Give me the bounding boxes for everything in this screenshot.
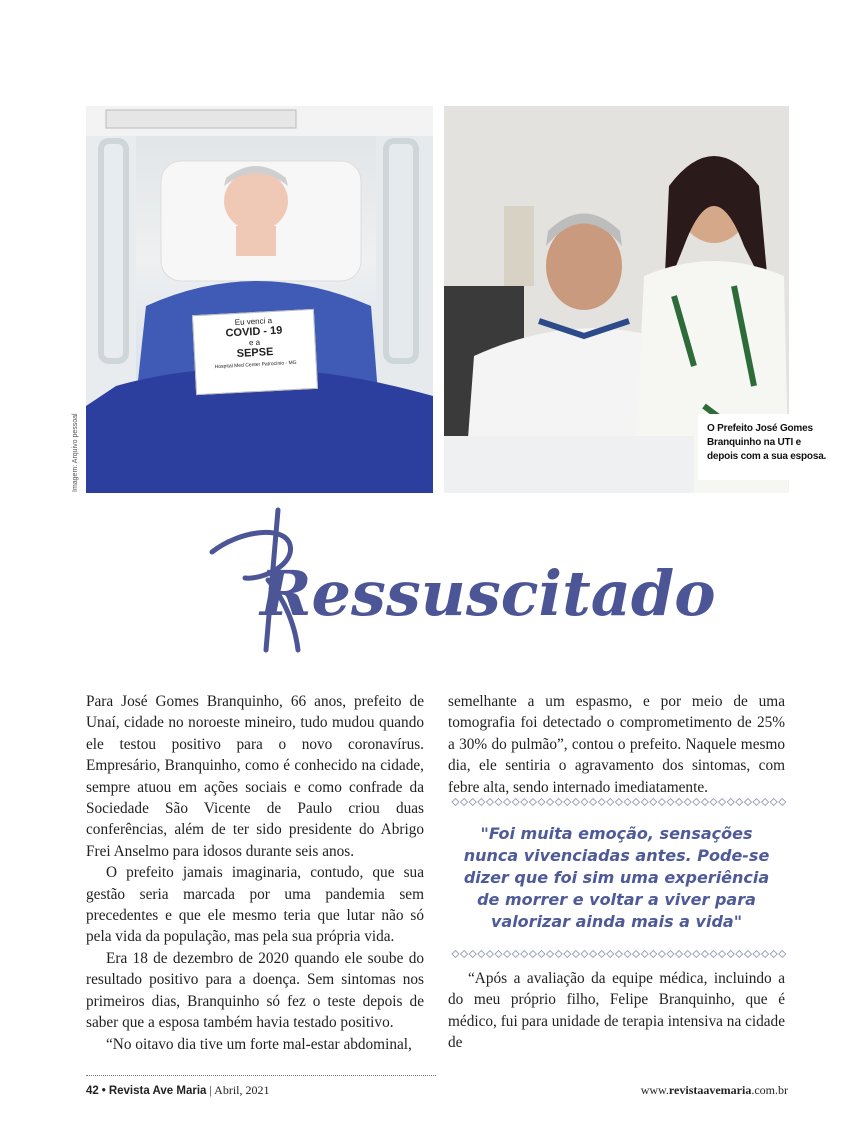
footer-url[interactable] <box>641 1083 788 1098</box>
diamond-ornament <box>684 951 691 958</box>
diamond-ornament <box>581 951 588 958</box>
title-text: Ressuscitado <box>260 557 716 630</box>
footer-bullet: • <box>101 1085 106 1097</box>
diamond-ornament <box>478 799 485 806</box>
diamond-ornament <box>564 951 571 958</box>
diamond-ornament <box>607 799 614 806</box>
diamond-ornament <box>693 799 700 806</box>
diamond-ornament <box>770 951 777 958</box>
diamond-ornament <box>469 951 476 958</box>
diamond-ornament <box>486 951 493 958</box>
photo-credit: Imagem: Arquivo pessoal <box>72 413 79 492</box>
hospital-scene-illustration <box>86 106 433 493</box>
diamond-ornament <box>590 951 597 958</box>
diamond-ornament <box>676 951 683 958</box>
diamond-ornament <box>633 951 640 958</box>
diamond-ornament <box>512 951 519 958</box>
diamond-ornament <box>607 951 614 958</box>
url-domain: revistaavemaria <box>668 1083 752 1097</box>
diamond-ornament <box>598 799 605 806</box>
diamond-ornament <box>486 799 493 806</box>
caption-line: Branquinho na UTI e <box>707 437 801 448</box>
diamond-ornament <box>504 799 511 806</box>
paragraph: semelhante a um espasmo, e por meio de uma tomografia foi detectado o comprometimento de 25% a 30% do pulmão”, contou o prefeito. Naquele mesmo dia, ele sentiria o agravamento dos sintomas, com febre alta, sendo internado imediatamente. <box>448 693 785 796</box>
diamond-ornament <box>676 799 683 806</box>
diamond-ornament <box>667 799 674 806</box>
diamond-ornament <box>658 951 665 958</box>
diamond-ornament <box>701 951 708 958</box>
diamond-ornament <box>684 799 691 806</box>
diamond-ornament <box>529 799 536 806</box>
quote-line: valorizar ainda mais a vida" <box>490 912 743 931</box>
diamond-ornament <box>779 951 786 958</box>
quote-line: de morrer e voltar a viver para <box>477 890 756 909</box>
photo-patient-icu <box>86 106 433 493</box>
diamond-ornament <box>538 951 545 958</box>
diamond-ornament <box>779 799 786 806</box>
diamond-ornament <box>495 799 502 806</box>
diamond-ornament <box>624 799 631 806</box>
diamond-ornament <box>469 799 476 806</box>
diamond-ornament <box>736 799 743 806</box>
paragraph: O prefeito jamais imaginaria, contudo, que sua gestão seria marcada por uma pandemia sem precedentes e que ele mesmo teria que lutar não só pela vida da população, mas pela sua própria vida. <box>86 864 424 946</box>
article-title <box>200 500 716 660</box>
article-column-right-top <box>448 691 785 798</box>
paragraph: Era 18 de dezembro de 2020 quando ele soube do resultado positivo para a doença. Sem sintomas nos primeiros dias, Branquinho só fez o teste depois de saber que a esposa também havia testado positivo. <box>86 949 424 1032</box>
diamond-ornament <box>719 799 726 806</box>
diamond-ornament <box>641 951 648 958</box>
diamond-ornament <box>701 799 708 806</box>
diamond-ornament <box>762 951 769 958</box>
diamond-ornament <box>710 799 717 806</box>
diamond-divider-bottom <box>448 949 785 959</box>
sign-line: Eu venci a <box>234 316 273 328</box>
diamond-ornament <box>598 951 605 958</box>
diamond-ornament <box>744 951 751 958</box>
quote-line: nunca vivenciadas antes. Pode-se <box>463 846 770 865</box>
diamond-ornament <box>452 951 459 958</box>
diamond-ornament <box>727 799 734 806</box>
diamond-ornament <box>667 951 674 958</box>
paragraph: Para José Gomes Branquinho, 66 anos, prefeito de Unaí, cidade no noroeste mineiro, tudo mudou quando ele testou positivo para o novo coronavírus. Empresário, Branquinho, como é conhecido na cidade, sempre atuou em ações sociais e como confrade da Sociedade São Vicente de Paulo criou duas conferências, além de ter sido presidente do Abrigo Frei Anselmo para idosos durante seis anos. <box>86 693 424 860</box>
diamond-ornament <box>504 951 511 958</box>
sign-line: SEPSE <box>236 346 274 360</box>
diamond-ornament <box>478 951 485 958</box>
quote-line: dizer que foi sim uma experiência <box>463 868 770 887</box>
diamond-ornament <box>633 799 640 806</box>
covid-sign <box>192 309 318 395</box>
diamond-ornament <box>710 951 717 958</box>
page-number: 42 <box>86 1085 99 1097</box>
diamond-ornament <box>658 799 665 806</box>
diamond-ornament <box>547 951 554 958</box>
diamond-ornament <box>461 951 468 958</box>
paragraph: “No oitavo dia tive um forte mal-estar abdominal, <box>106 1035 412 1053</box>
article-column-left <box>86 691 424 1055</box>
diamond-ornament <box>495 951 502 958</box>
diamond-ornament <box>736 951 743 958</box>
footer-rule <box>86 1075 436 1076</box>
diamond-ornament <box>753 951 760 958</box>
diamond-divider-top <box>448 797 785 807</box>
issue-date: Abril, 2021 <box>214 1083 270 1097</box>
diamond-ornament <box>529 951 536 958</box>
footer-left <box>86 1083 270 1098</box>
diamond-ornament <box>650 799 657 806</box>
diamond-ornament <box>572 799 579 806</box>
diamond-ornament <box>512 799 519 806</box>
caption-line: O Prefeito José Gomes <box>707 423 813 434</box>
sign-line: Hospital Med Center Patrocínio - MG <box>214 359 297 371</box>
diamond-ornament <box>461 799 468 806</box>
diamond-ornament <box>564 799 571 806</box>
paragraph: “Após a avaliação da equipe médica, incluindo a do meu próprio filho, Felipe Branquinho, que é médico, fui para unidade de terapia intensiva na cidade de <box>448 970 785 1052</box>
pull-quote <box>448 823 785 933</box>
diamond-ornament <box>452 799 459 806</box>
diamond-ornament <box>521 799 528 806</box>
quote-line: "Foi muita emoção, sensações <box>480 824 753 843</box>
diamond-ornament <box>650 951 657 958</box>
photo-caption <box>698 414 827 480</box>
diamond-ornament <box>590 799 597 806</box>
footer-separator: | <box>209 1083 212 1097</box>
diamond-ornament <box>719 951 726 958</box>
diamond-ornament <box>770 799 777 806</box>
url-suffix: .com.br <box>751 1083 788 1097</box>
diamond-ornament <box>572 951 579 958</box>
diamond-ornament <box>762 799 769 806</box>
magazine-name: Revista Ave Maria <box>108 1085 207 1097</box>
diamond-ornament <box>521 951 528 958</box>
diamond-ornament <box>727 951 734 958</box>
diamond-ornament <box>624 951 631 958</box>
diamond-ornament <box>753 799 760 806</box>
diamond-ornament <box>555 799 562 806</box>
diamond-ornament <box>555 951 562 958</box>
sign-line: COVID - 19 <box>225 324 283 340</box>
diamond-ornament <box>615 951 622 958</box>
diamond-ornament <box>615 799 622 806</box>
diamond-ornament <box>744 799 751 806</box>
sign-line: e a <box>248 337 261 348</box>
diamond-ornament <box>693 951 700 958</box>
url-prefix: www. <box>640 1083 669 1097</box>
diamond-ornament <box>547 799 554 806</box>
caption-line: depois com a sua esposa. <box>707 451 827 462</box>
diamond-ornament <box>538 799 545 806</box>
diamond-ornament <box>581 799 588 806</box>
diamond-ornament <box>641 799 648 806</box>
article-column-right-bottom <box>448 968 785 1054</box>
